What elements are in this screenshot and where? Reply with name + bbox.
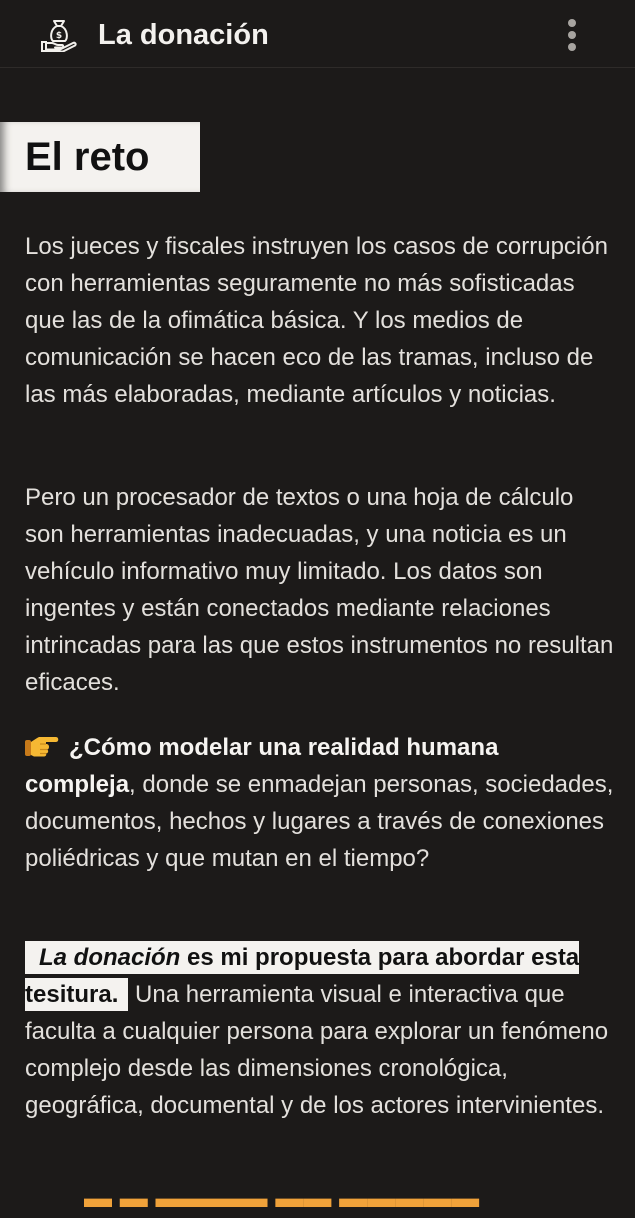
more-options-button[interactable] (556, 14, 588, 56)
app-title: La donación (98, 19, 269, 51)
money-bag-hand-icon (40, 18, 78, 52)
paragraph-proposal (25, 939, 615, 1124)
app-header (0, 0, 635, 68)
section-heading-box (0, 122, 200, 192)
paragraph-question (25, 729, 615, 877)
proposal-rest: Una herramienta visual e interactiva que faculta a cualquier persona para explorar un fenómeno complejo desde las dimensiones cronológica, geográfica, documental y de los actores intervinientes. (25, 981, 609, 1119)
svg-text:$: $ (55, 31, 63, 41)
section-heading: El reto (25, 135, 150, 179)
pointing-hand-icon (25, 733, 59, 759)
question-rest: , donde se enmadejan personas, sociedades, documentos, hechos y lugares a través de conexiones poliédricas y que mutan en el tiempo? (25, 771, 614, 872)
paragraph-challenge: Los jueces y fiscales instruyen los casos de corrupción con herramientas seguramente no más sofisticadas que las de la ofimática básica. Y los medios de comunicación se hacen eco de las tramas, incluso de las más elaboradas, mediante artículos y noticias. (25, 233, 608, 408)
proposal-bold: es mi propuesta para abordar esta tesitura. (25, 944, 580, 1008)
proposal-italic: La donación (39, 944, 181, 971)
paragraph-tools-limits: Pero un procesador de textos o una hoja de cálculo son herramientas inadecuadas, y una noticia es un vehículo informativo muy limitado. Los datos son ingentes y están conectados mediante relaciones intrincadas para las que estos instrumentos no resultan eficaces. (25, 484, 614, 696)
question-bold: ¿Cómo modelar una realidad humana compleja (25, 734, 499, 798)
next-heading-partial: ▬ ▬ ▬▬▬▬ ▬▬ ▬▬▬▬▬ (84, 1182, 480, 1213)
